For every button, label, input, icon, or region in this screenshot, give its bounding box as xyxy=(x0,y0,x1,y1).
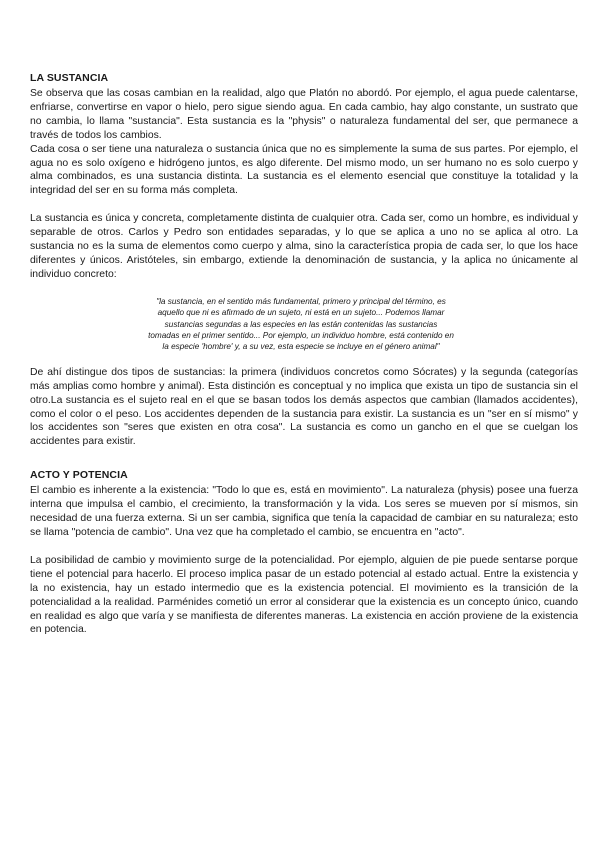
paragraph: Se observa que las cosas cambian en la realidad, algo que Platón no abordó. Por ejemplo, el agua puede calentarse, enfriarse, convertirse en vapor o hielo, pero sigue siendo agua. En cada cambio, hay algo constante, un sustrato que no cambia, lo llama "sustancia". Esta sustancia es la "physis" o naturaleza fundamental del ser, que permanece a través de todos los cambios. xyxy=(30,88,578,141)
section-acto-y-potencia xyxy=(30,469,578,637)
section-heading: LA SUSTANCIA xyxy=(30,72,109,84)
paragraph: El cambio es inherente a la existencia: "Todo lo que es, está en movimiento". La naturaleza (physis) posee una fuerza interna que impulsa el cambio, el crecimiento, la transformación y la vida. Los seres se mueven por sí mismos, sin necesidad de una fuerza externa. Si un ser cambia, significa que tenía la capacidad de cambiar en su naturaleza; esto se llama "potencia de cambio". Una vez que ha completado el cambio, se encuentra en "acto". xyxy=(30,485,578,538)
quote-block xyxy=(30,296,578,353)
document-page xyxy=(30,72,578,637)
paragraph: La sustancia es única y concreta, completamente distinta de cualquier otra. Cada ser, como un hombre, es individual y separable de otros. Carlos y Pedro son entidades separadas, y lo que se aplica a uno no se aplica al otro. La sustancia no es la suma de elementos como cuerpo y alma, sino la característica propia de cada ser, lo que los hace diferentes y únicos. Aristóteles, sin embargo, extiende la denominación de sustancia, y la aplica no únicamente al individuo concreto: xyxy=(30,213,578,280)
section-heading: ACTO Y POTENCIA xyxy=(30,469,128,482)
paragraph-spacer xyxy=(30,198,578,212)
paragraph: Cada cosa o ser tiene una naturaleza o sustancia única que no es simplemente la suma de sus partes. Por ejemplo, el agua no es solo oxígeno e hidrógeno juntos, es algo diferente. Del mismo modo, un ser humano no es solo cuerpo y alma combinados, es una sustancia distinta. La sustancia es el elemento esencial que constituye la totalidad y la integridad del ser en su forma más completa. xyxy=(30,143,578,197)
section-la-sustancia xyxy=(30,72,578,449)
aristotle-quote: "la sustancia, en el sentido más fundamental, primero y principal del término, es aquello que ni es afirmado de un sujeto, ni está en un sujeto... Podemos llamar sustancias segundas a las especies en las están contenidas las sustancias tomadas en el primer sentido... Por ejemplo, un individuo hombre, está contenido en la especie 'hombre' y, a su vez, esta especie se incluye en el género animal" xyxy=(148,296,454,352)
paragraph-spacer xyxy=(30,540,578,554)
paragraph: De ahí distingue dos tipos de sustancias: la primera (individuos concretos como Sócrates) y la segunda (categorías más amplias como hombre y animal). Esta distinción es conceptual y no implica que exista un tipo de sustancia sin el otro.La sustancia es el sujeto real en el que se basan todos los demás aspectos que cambian (llamados accidentes), como el color o el peso. Los accidentes dependen de la sustancia para existir. La sustancia es un "ser en sí mismo" y los accidentes son "seres que existen en otra cosa". La sustancia es como un gancho en el que se cuelgan los accidentes para existir. xyxy=(30,366,578,448)
paragraph: La posibilidad de cambio y movimiento surge de la potencialidad. Por ejemplo, alguien de pie puede sentarse porque tiene el potencial para hacerlo. El proceso implica pasar de un estado potencial al estado actual. Entre la existencia y la no existencia, hay un estado intermedio que es la existencia potencial. El movimiento es la transición de la potencialidad a la realidad. Parménides cometió un error al considerar que la existencia es un concepto único, cuando en realidad es algo que varía y se manifiesta de diferentes maneras. La existencia en acción proviene de la existencia en potencia. xyxy=(30,554,578,636)
